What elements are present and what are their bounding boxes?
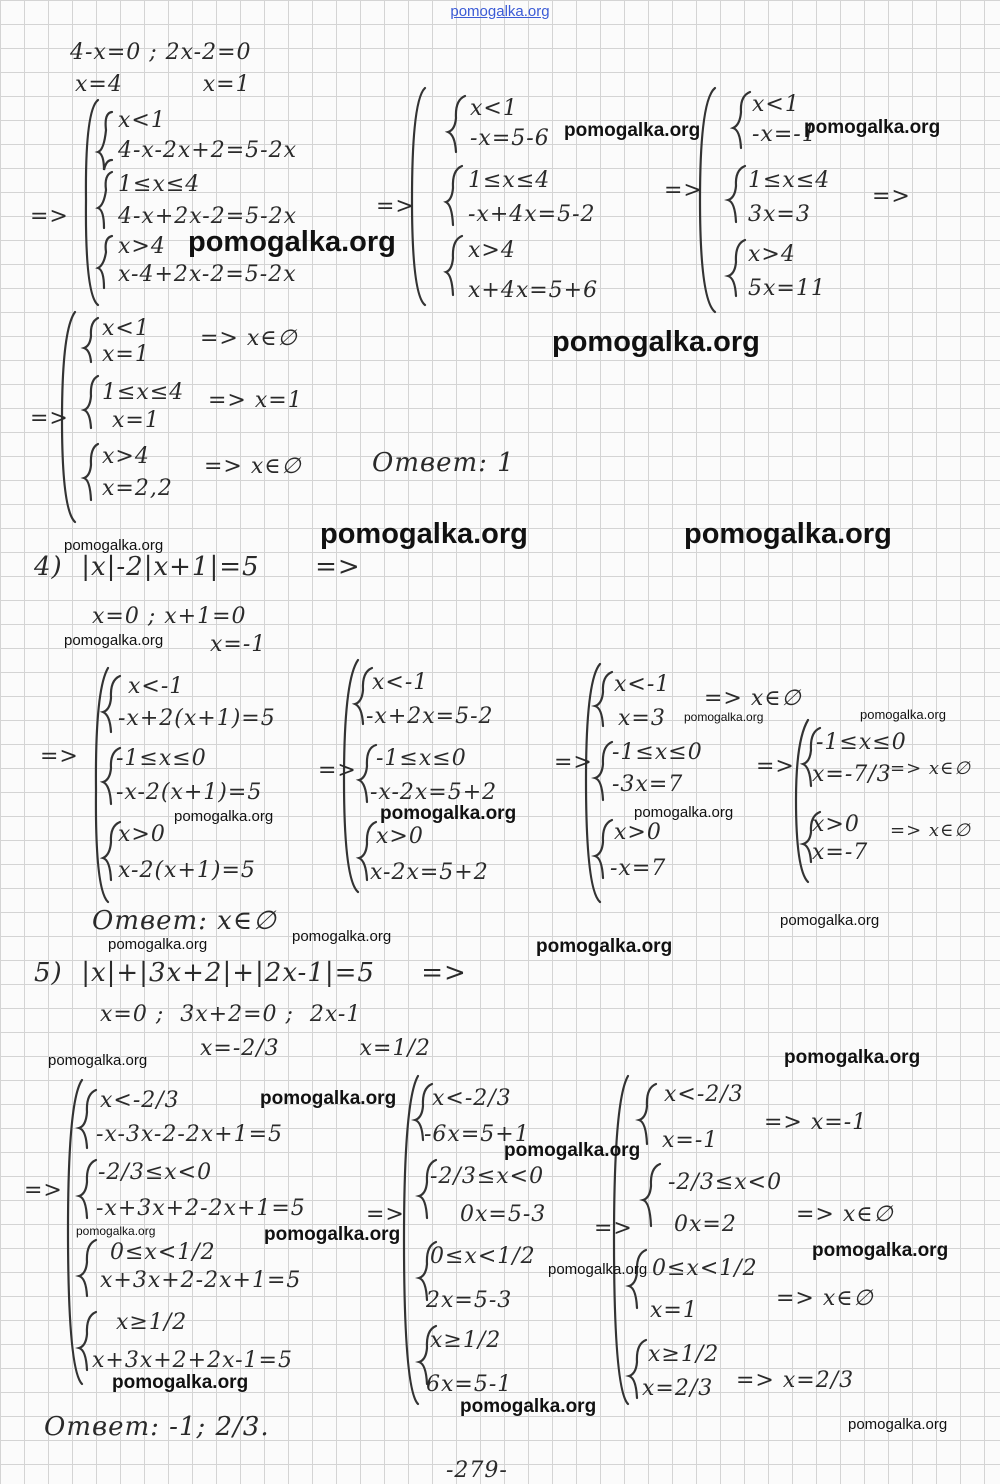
- watermark: pomogalka.org: [548, 1261, 648, 1278]
- p4-s2-line: -1≤x≤0: [376, 746, 467, 771]
- p5-s3-line: -2/3≤x<0: [668, 1170, 783, 1195]
- watermark: pomogalka.org: [564, 120, 701, 141]
- p5-s2-line: -6x=5+1: [424, 1122, 530, 1147]
- roots-5-line-1: x=0 ; 3x+2=0 ; 2x-1: [100, 1002, 362, 1027]
- p5-s2-line: 0≤x<1/2: [430, 1244, 536, 1269]
- watermark: pomogalka.org: [112, 1372, 249, 1393]
- p3-result-line: x=2,2: [102, 476, 173, 501]
- answer-5: Ответ: -1; 2/3.: [44, 1412, 270, 1442]
- p5-s2-line: 0x=5-3: [460, 1202, 547, 1227]
- p3-result-line: => x∈∅: [200, 326, 298, 351]
- watermark: pomogalka.org: [292, 928, 392, 945]
- watermark: pomogalka.org: [684, 518, 892, 550]
- p3-result-line: x=1: [112, 408, 160, 433]
- p3-s3-line: 1≤x≤4: [748, 168, 831, 193]
- watermark: pomogalka.org: [64, 632, 164, 649]
- p5-s2-line: 6x=5-1: [426, 1372, 513, 1397]
- p5-s2-line: x≥1/2: [430, 1328, 502, 1353]
- p4-s3-line: => x∈∅: [704, 686, 802, 711]
- p3-result-line: x<1: [102, 316, 150, 341]
- implies-arrow: =>: [664, 178, 703, 203]
- p3-s1-line: x<1: [118, 108, 166, 133]
- p4-s2-line: x<-1: [372, 670, 429, 695]
- p3-result-line: x>4: [102, 444, 150, 469]
- p5-s3-line: 0x=2: [674, 1212, 737, 1237]
- watermark: pomogalka.org: [784, 1047, 921, 1068]
- p4-s1-line: -x-2(x+1)=5: [116, 780, 263, 805]
- p3-s2-line: -x+4x=5-2: [468, 202, 596, 227]
- p4-s1-line: -1≤x≤0: [116, 746, 207, 771]
- p3-s2-line: 1≤x≤4: [468, 168, 551, 193]
- p4-s3-line: x<-1: [614, 672, 671, 697]
- implies-arrow: =>: [376, 194, 415, 219]
- p5-s3-line: x=1: [650, 1298, 698, 1323]
- p5-s3-line: x≥1/2: [648, 1342, 720, 1367]
- answer-3: Ответ: 1: [372, 448, 515, 478]
- top-watermark-link[interactable]: pomogalka.org: [450, 3, 550, 20]
- p3-s2-line: -x=5-6: [470, 126, 550, 151]
- p4-s4-line: x=-7/3: [812, 762, 892, 787]
- watermark: pomogalka.org: [536, 936, 673, 957]
- watermark: pomogalka.org: [780, 912, 880, 929]
- p5-s2-line: x<-2/3: [432, 1086, 512, 1111]
- p4-s2-line: x-2x=5+2: [370, 860, 489, 885]
- roots-4-line-2: x=-1: [210, 632, 267, 657]
- implies-arrow: =>: [24, 1178, 63, 1203]
- p4-s4-line: -1≤x≤0: [816, 730, 907, 755]
- p3-s1-line: x-4+2x-2=5-2x: [118, 262, 297, 287]
- p5-s1-line: 0≤x<1/2: [110, 1240, 216, 1265]
- equation-5: 5) |x|+|3x+2|+|2x-1|=5 =>: [34, 958, 467, 988]
- watermark: pomogalka.org: [460, 1396, 597, 1417]
- p3-result-line: 1≤x≤4: [102, 380, 185, 405]
- implies-arrow: =>: [40, 744, 79, 769]
- implies-arrow: =>: [318, 758, 357, 783]
- watermark: pomogalka.org: [320, 518, 528, 550]
- watermark: pomogalka.org: [64, 537, 164, 554]
- p3-s3-line: x<1: [752, 92, 800, 117]
- p3-s2-line: x>4: [468, 238, 516, 263]
- p4-s2-line: x>0: [376, 824, 424, 849]
- p4-s1-line: x>0: [118, 822, 166, 847]
- implies-arrow: =>: [872, 184, 911, 209]
- p4-s1-line: x<-1: [128, 674, 185, 699]
- p3-s1-line: 4-x+2x-2=5-2x: [118, 204, 297, 229]
- p4-s3-line: x>0: [614, 820, 662, 845]
- p5-s3-line: x<-2/3: [664, 1082, 744, 1107]
- p3-result-line: => x∈∅: [204, 454, 302, 479]
- p4-s2-line: -x+2x=5-2: [366, 704, 494, 729]
- p3-s3-line: x>4: [748, 242, 796, 267]
- p4-s3-line: x=3: [618, 706, 666, 731]
- p5-s3-line: => x=2/3: [736, 1368, 855, 1393]
- p4-s4-line: => x∈∅: [890, 820, 972, 841]
- watermark: pomogalka.org: [684, 710, 764, 724]
- roots-line-1: 4-x=0 ; 2x-2=0: [70, 40, 252, 65]
- roots-line-2: x=4 x=1: [75, 72, 251, 97]
- p5-s3-line: x=2/3: [642, 1376, 714, 1401]
- implies-arrow: =>: [30, 406, 69, 431]
- watermark: pomogalka.org: [812, 1240, 949, 1261]
- watermark: pomogalka.org: [860, 707, 946, 722]
- p5-s1-line: -x+3x+2-2x+1=5: [96, 1196, 306, 1221]
- watermark: pomogalka.org: [264, 1224, 401, 1245]
- p5-s2-line: 2x=5-3: [426, 1288, 513, 1313]
- watermark: pomogalka.org: [76, 1224, 156, 1238]
- implies-arrow: =>: [756, 754, 795, 779]
- watermark: pomogalka.org: [188, 226, 396, 258]
- watermark: pomogalka.org: [634, 804, 734, 821]
- p5-s3-line: => x∈∅: [796, 1202, 894, 1227]
- answer-4: Ответ: x∈∅: [92, 906, 277, 936]
- implies-arrow: =>: [30, 204, 69, 229]
- implies-arrow: =>: [554, 750, 593, 775]
- p3-s3-line: 5x=11: [748, 276, 826, 301]
- p3-s1-line: 1≤x≤4: [118, 172, 201, 197]
- p4-s1-line: x-2(x+1)=5: [118, 858, 256, 883]
- p3-result-line: x=1: [102, 342, 150, 367]
- equation-4: 4) |x|-2|x+1|=5 =>: [34, 552, 361, 582]
- p4-s3-line: -1≤x≤0: [612, 740, 703, 765]
- p3-result-line: => x=1: [208, 388, 303, 413]
- p5-s3-line: x=-1: [662, 1128, 719, 1153]
- p4-s1-line: -x+2(x+1)=5: [118, 706, 276, 731]
- watermark: pomogalka.org: [108, 936, 208, 953]
- p3-s1-line: 4-x-2x+2=5-2x: [118, 138, 297, 163]
- implies-arrow: =>: [366, 1202, 405, 1227]
- page-number: -279-: [446, 1458, 508, 1483]
- implies-arrow: =>: [594, 1216, 633, 1241]
- watermark: pomogalka.org: [552, 326, 760, 358]
- p5-s3-line: => x=-1: [764, 1110, 868, 1135]
- p4-s3-line: -3x=7: [612, 772, 684, 797]
- p5-s1-line: -x-3x-2-2x+1=5: [96, 1122, 284, 1147]
- watermark: pomogalka.org: [804, 117, 941, 138]
- watermark: pomogalka.org: [380, 803, 517, 824]
- p4-s2-line: -x-2x=5+2: [370, 780, 498, 805]
- p4-s3-line: -x=7: [610, 856, 667, 881]
- p3-s2-line: x+4x=5+6: [468, 278, 599, 303]
- p5-s3-line: 0≤x<1/2: [652, 1256, 758, 1281]
- watermark: pomogalka.org: [504, 1140, 641, 1161]
- p4-s4-line: x=-7: [812, 840, 869, 865]
- p5-s1-line: -2/3≤x<0: [98, 1160, 213, 1185]
- p5-s3-line: => x∈∅: [776, 1286, 874, 1311]
- p3-s3-line: -x=-1: [752, 122, 817, 147]
- p5-s2-line: -2/3≤x<0: [430, 1164, 545, 1189]
- p5-s1-line: x<-2/3: [100, 1088, 180, 1113]
- p3-s2-line: x<1: [470, 96, 518, 121]
- p4-s4-line: x>0: [812, 812, 860, 837]
- watermark: pomogalka.org: [260, 1088, 397, 1109]
- roots-5-line-2: x=-2/3 x=1/2: [200, 1036, 431, 1061]
- watermark: pomogalka.org: [848, 1416, 948, 1433]
- roots-4-line-1: x=0 ; x+1=0: [92, 604, 247, 629]
- p5-s1-line: x+3x+2-2x+1=5: [100, 1268, 302, 1293]
- p3-s1-line: x>4: [118, 234, 166, 259]
- watermark: pomogalka.org: [174, 808, 274, 825]
- p3-s3-line: 3x=3: [748, 202, 811, 227]
- p5-s1-line: x≥1/2: [116, 1310, 188, 1335]
- watermark: pomogalka.org: [48, 1052, 148, 1069]
- p5-s1-line: x+3x+2+2x-1=5: [92, 1348, 293, 1373]
- p4-s4-line: => x∈∅: [890, 758, 972, 779]
